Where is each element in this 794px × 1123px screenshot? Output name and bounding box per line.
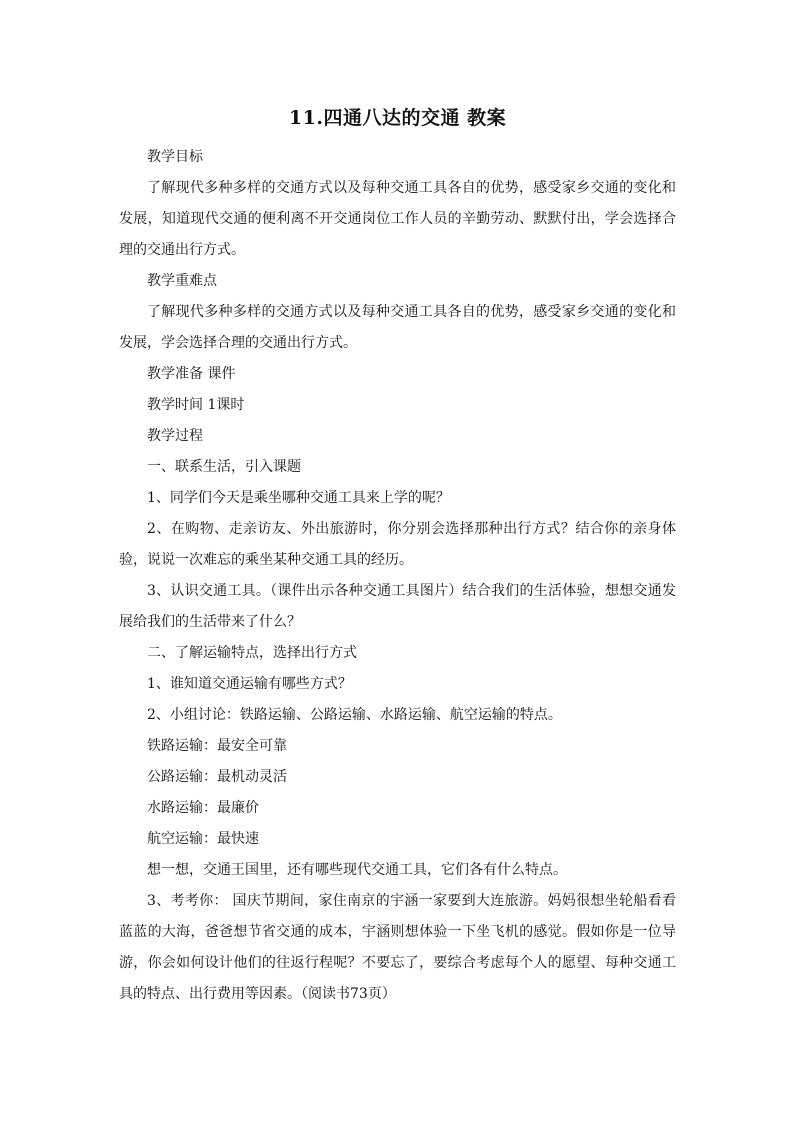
step-2-item-2: 2、小组讨论：铁路运输、公路运输、水路运输、航空运输的特点。: [147, 707, 562, 723]
preparation-line: 教学准备 课件: [147, 366, 236, 382]
section-heading-process: 教学过程: [147, 428, 203, 444]
railway-feature: 铁路运输：最安全可靠: [147, 738, 287, 754]
objectives-text: 了解现代多种多样的交通方式以及每种交通工具各自的优势，感受家乡交通的变化和发展，知道现代交通的便利离不开交通岗位工作人员的辛勤劳动、默默付出，学会选择合理的交通出行方式。: [119, 180, 676, 258]
step-1-item-1: 1、同学们今天是乘坐哪种交通工具来上学的呢？: [147, 490, 450, 506]
section-heading-objectives: 教学目标: [147, 149, 203, 165]
step-2-item-3: 3、考考你： 国庆节期间，家住南京的宇涵一家要到大连旅游。妈妈很想坐轮船看看蓝蓝的大海，爸爸想节省交通的成本，宇涵则想体验一下坐飞机的感觉。假如你是一位导游，你会如何设计他们的往返行程呢？不要忘了，要综合考虑每个人的愿望、每种交通工具的特点、出行费用等因素。（阅读书73页）: [119, 893, 676, 1002]
document-body: [119, 104, 676, 1010]
waterway-feature: 水路运输：最廉价: [147, 800, 259, 816]
step-1-item-2: 2、在购物、走亲访友、外出旅游时，你分别会选择那种出行方式？结合你的亲身体验，说说一次难忘的乘坐某种交通工具的经历。: [119, 521, 676, 568]
step-heading-1: 一、联系生活，引入课题: [147, 459, 301, 475]
duration-line: 教学时间 1课时: [147, 397, 245, 413]
highway-feature: 公路运输：最机动灵活: [147, 769, 287, 785]
step-1-item-3: 3、认识交通工具。（课件出示各种交通工具图片）结合我们的生活体验，想想交通发展给我们的生活带来了什么？: [119, 583, 676, 630]
think-prompt: 想一想，交通王国里，还有哪些现代交通工具，它们各有什么特点。: [147, 862, 567, 878]
step-heading-2: 二、了解运输特点，选择出行方式: [147, 645, 357, 661]
step-2-item-1: 1、谁知道交通运输有哪些方式？: [147, 676, 352, 692]
section-heading-key-points: 教学重难点: [147, 273, 217, 289]
key-points-text: 了解现代多种多样的交通方式以及每种交通工具各自的优势，感受家乡交通的变化和发展，学会选择合理的交通出行方式。: [119, 304, 676, 351]
document-title: 11.四通八达的交通 教案: [288, 107, 507, 129]
airway-feature: 航空运输：最快速: [147, 831, 259, 847]
